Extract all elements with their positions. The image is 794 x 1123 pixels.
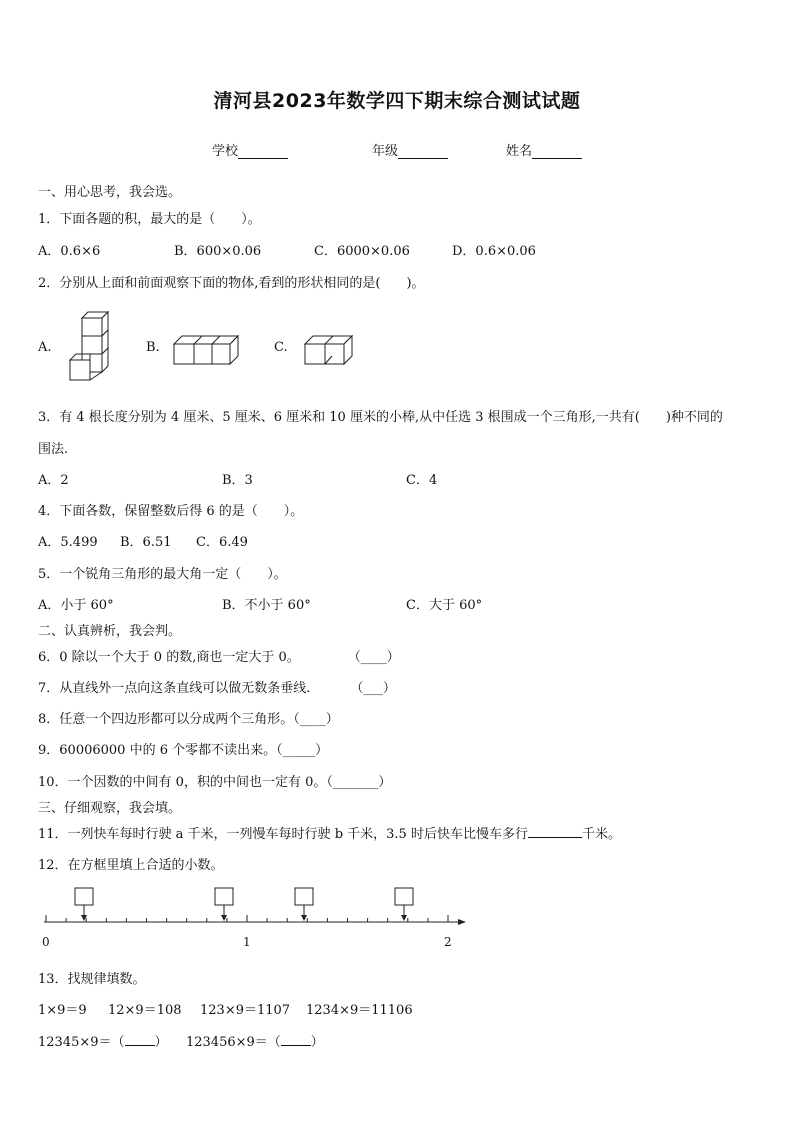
q1-option-a[interactable]: A．0.6×6 <box>38 244 101 259</box>
question-6-answer[interactable]: （____） <box>347 650 400 665</box>
school-field <box>212 140 288 159</box>
question-9-text: 9．60006000 中的 6 个零都不读出来。 <box>38 743 277 758</box>
question-6-text: 6．0 除以一个大于 0 的数,商也一定大于 0。 <box>38 650 300 665</box>
question-6 <box>38 646 400 665</box>
name-blank[interactable] <box>532 144 582 159</box>
q2-figure-a-cubes <box>68 308 112 386</box>
axis-label-1: 1 <box>243 935 251 949</box>
question-11-text: 11．一列快车每时行驶 a 千米，一列慢车每时行驶 b 千米，3.5 时后快车比慢车多行 <box>38 827 528 842</box>
question-8-text: 8．任意一个四边形都可以分成两个三角形。 <box>38 712 294 727</box>
q1-option-c[interactable]: C．6000×0.06 <box>314 244 410 259</box>
question-10-text: 10．一个因数的中间有 0，积的中间也一定有 0。 <box>38 775 327 790</box>
school-label: 学校 <box>212 144 239 159</box>
question-3-line-2: 围法. <box>38 442 69 457</box>
q2-figure-b-cubes <box>173 334 241 366</box>
section-3-heading: 三、仔细观察，我会填。 <box>38 801 182 816</box>
section-2-heading: 二、认真辨析，我会判。 <box>38 624 182 639</box>
answer-box-1 <box>75 888 93 905</box>
q2-option-c[interactable]: C. <box>274 340 288 355</box>
question-10-answer[interactable]: （_______） <box>326 775 392 790</box>
number-line-figure <box>38 884 468 950</box>
q3-option-c[interactable]: C．4 <box>406 473 438 488</box>
question-4: 4．下面各数，保留整数后得 6 的是（ ）。 <box>38 504 304 519</box>
grade-blank[interactable] <box>398 144 448 159</box>
q13-eq-3: 123×9＝1107 <box>200 1003 291 1018</box>
q5-option-a[interactable]: A．小于 60° <box>38 598 114 613</box>
question-8-answer[interactable]: （____） <box>293 712 339 727</box>
question-9 <box>38 739 328 758</box>
school-blank[interactable] <box>238 144 288 159</box>
answer-box-3 <box>295 888 313 905</box>
grade-label: 年级 <box>372 144 399 159</box>
answer-box-4 <box>395 888 413 905</box>
section-1-heading: 一、用心思考，我会选。 <box>38 185 182 200</box>
q13-eq-4: 1234×9＝11106 <box>306 1003 413 1018</box>
q13-eq-2: 12×9＝108 <box>108 1003 182 1018</box>
page-title: 清河县2023年数学四下期末综合测试试题 <box>213 90 581 112</box>
q13-blank-2[interactable] <box>281 1033 311 1046</box>
grade-field <box>372 140 448 159</box>
question-9-answer[interactable]: （_____） <box>276 743 329 758</box>
q2-option-b[interactable]: B. <box>146 340 160 355</box>
axis-label-0: 0 <box>42 935 50 949</box>
q4-option-a[interactable]: A．5.499 <box>38 535 98 550</box>
q13-blank-1[interactable] <box>125 1033 155 1046</box>
question-3-line-1: 3．有 4 根长度分别为 4 厘米、5 厘米、6 厘米和 10 厘米的小棒,从中任选 3 根围成一个三角形,一共有( )种不同的 <box>38 410 723 425</box>
question-11-blank[interactable] <box>528 825 582 838</box>
name-label: 姓名 <box>506 144 533 159</box>
question-7 <box>38 677 396 696</box>
q3-option-a[interactable]: A．2 <box>38 473 69 488</box>
q2-option-a[interactable]: A. <box>38 340 52 355</box>
question-11-unit: 千米。 <box>581 827 621 842</box>
question-7-answer[interactable]: （___） <box>350 681 396 696</box>
question-10 <box>38 771 391 790</box>
q1-option-d[interactable]: D．0.6×0.06 <box>452 244 536 259</box>
q13-eq-5: 12345×9＝（ ） <box>38 1035 168 1050</box>
question-1: 1．下面各题的积，最大的是（ ）。 <box>38 212 261 227</box>
q4-option-c[interactable]: C．6.49 <box>196 535 248 550</box>
q2-figure-c-cubes <box>304 334 356 366</box>
q1-option-b[interactable]: B．600×0.06 <box>174 244 262 259</box>
q3-option-b[interactable]: B．3 <box>222 473 253 488</box>
q13-eq-1: 1×9＝9 <box>38 1003 87 1018</box>
question-7-text: 7．从直线外一点向这条直线可以做无数条垂线. <box>38 681 311 696</box>
question-11 <box>38 823 621 842</box>
q5-option-b[interactable]: B．不小于 60° <box>222 598 311 613</box>
q5-option-c[interactable]: C．大于 60° <box>406 598 483 613</box>
name-field <box>506 140 582 159</box>
answer-box-2 <box>215 888 233 905</box>
question-8 <box>38 708 339 727</box>
question-13: 13．找规律填数。 <box>38 972 146 987</box>
question-5: 5．一个锐角三角形的最大角一定（ ）。 <box>38 567 287 582</box>
q4-option-b[interactable]: B．6.51 <box>120 535 172 550</box>
q13-eq-6: 123456×9＝（ ） <box>186 1035 324 1050</box>
axis-label-2: 2 <box>444 935 452 949</box>
question-12: 12．在方框里填上合适的小数。 <box>38 858 224 873</box>
question-2: 2．分别从上面和前面观察下面的物体,看到的形状相同的是( )。 <box>38 276 425 291</box>
